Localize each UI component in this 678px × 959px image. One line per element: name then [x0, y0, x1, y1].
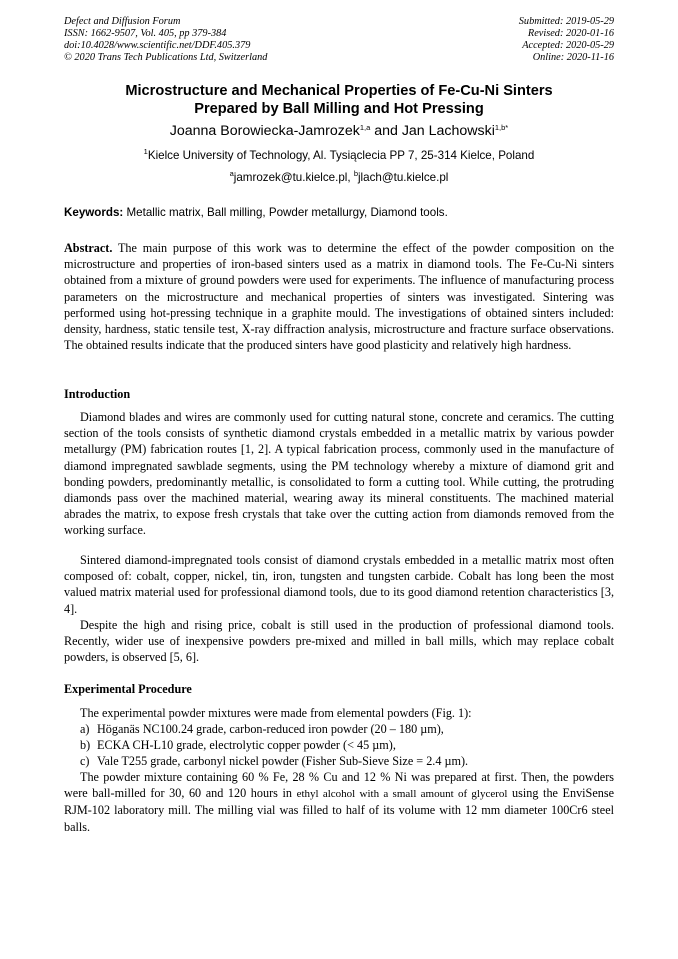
experimental-paragraph-1: The experimental powder mixtures were made from elemental powders (Fig. 1):: [80, 706, 472, 720]
abstract-label: Abstract.: [64, 241, 113, 255]
email-a-sup: a: [229, 169, 234, 178]
journal-info: [64, 16, 267, 64]
list-marker: b): [80, 738, 91, 753]
email-b: jlach@tu.kielce.pl: [357, 171, 449, 184]
list-item-text: Höganäs NC100.24 grade, carbon-reduced iron powder (20 – 180 µm),: [97, 722, 444, 736]
list-item-text: ECKA CH-L10 grade, electrolytic copper powder (< 45 µm),: [97, 738, 396, 753]
exp-p2-start: The powder mixture containing 60 % Fe, 28 % Cu and 12 % Ni was prepared at first. Then, the powders were ball-milled for 30, 60 and 120 hours in: [64, 770, 614, 801]
revised-date: Revised: 2020-01-16: [527, 28, 614, 39]
exp-p2-end: using the EnviSense RJM-102 laboratory mill. The milling vial was filled to half of its volume with 12 mm diameter 100Cr6 steel balls.: [64, 786, 614, 834]
author-1-affil-sup: 1,a: [359, 123, 371, 132]
list-item: [80, 721, 620, 737]
introduction-paragraph-1: Diamond blades and wires are commonly used for cutting natural stone, concrete and ceramics. The cutting section of the tools consists of synthetic diamond crystals embedded in a metallic matrix by various powder metallurgy (PM) fabrication routes [1, 2]. A typical fabrication process, commonly used in the manufacture of diamond impregnated sawblade segments, using the PM technology whereby a mixture of diamond grit and bonding powders, predominantly metallic, is consolidated to form a cutting tool. While cutting, the protruding diamonds pass over the machined material, wearing away its mineral constituents. The machined material abrades the matrix, to expose fresh crystals that take over the cutting action from diamonds removed from the working surface.: [64, 410, 614, 538]
paper-title: [60, 82, 618, 118]
list-item: [80, 753, 620, 769]
exp-p2-small: ethyl alcohol with a small amount of glycerol: [296, 788, 508, 801]
experimental-paragraph-2: [64, 769, 614, 835]
publication-dates: [519, 16, 614, 64]
affiliation: [40, 149, 638, 163]
online-date: Online: 2020-11-16: [532, 52, 614, 63]
email-a: jamrozek@tu.kielce.pl,: [233, 171, 354, 184]
author-emails: [40, 171, 638, 185]
author-list: [40, 123, 638, 140]
abstract-text: The main purpose of this work was to determine the effect of the powder composition on the microstructure and properties of iron-based sinters used as a matrix in diamond tools. The Fe-Cu-Ni sinters obtained from a mixture of ground powders were used for experiments. The influence of manufacturing process parameters on the microstructure and mechanical properties of sinters was investigated. Sintering was performed using hot-pressing technique in a graphite mould. The investigations of obtained sinters included: density, hardness, static tensile test, X-ray diffraction analysis, microstructure and fracture surface observations. The obtained results indicate that the produced sinters have good plasticity and relatively high hardness.: [64, 241, 614, 353]
affiliation-sup: 1: [143, 147, 148, 156]
accepted-date: Accepted: 2020-05-29: [522, 40, 614, 51]
author-1: Joanna Borowiecka-Jamrozek: [169, 123, 360, 139]
introduction-paragraph-2: Sintered diamond-impregnated tools consist of diamond crystals embedded in a metallic matrix most often composed of: cobalt, copper, nickel, tin, iron, tungsten and tungsten carbide. Cobalt has long been the most valued matrix material used for professional diamond tools, due to its good diamond retention characteristics [3, 4].: [64, 553, 614, 616]
author-2: Jan Lachowski: [401, 123, 495, 139]
list-item-text: Vale T255 grade, carbonyl nickel powder (Fisher Sub-Sieve Size = 2.4 µm).: [97, 754, 469, 769]
title-line-2: Prepared by Ball Milling and Hot Pressing: [194, 101, 484, 117]
keywords-label: Keywords:: [64, 206, 124, 219]
experimental-heading: Experimental Procedure: [64, 682, 192, 696]
journal-doi: doi:10.4028/www.scientific.net/DDF.405.379: [64, 40, 251, 51]
affiliation-text: Kielce University of Technology, Al. Tysiąclecia PP 7, 25-314 Kielce, Poland: [147, 149, 535, 162]
keywords: [64, 206, 616, 220]
introduction-heading: Introduction: [64, 387, 131, 401]
list-marker: c): [80, 754, 90, 769]
email-b-sup: b: [353, 169, 358, 178]
powder-list: [80, 721, 620, 770]
list-item: [80, 737, 620, 753]
journal-copyright: © 2020 Trans Tech Publications Ltd, Switzerland: [64, 52, 268, 63]
author-conjunction: and: [370, 123, 402, 139]
title-line-1: Microstructure and Mechanical Properties of Fe-Cu-Ni Sinters: [125, 83, 553, 99]
author-2-affil-sup: 1,b*: [494, 123, 509, 132]
journal-name: Defect and Diffusion Forum: [64, 16, 181, 27]
abstract: [64, 240, 614, 353]
keywords-text: Metallic matrix, Ball milling, Powder metallurgy, Diamond tools.: [123, 206, 448, 219]
introduction-paragraph-3: Despite the high and rising price, cobalt is still used in the production of professional diamond tools. Recently, wider use of inexpensive powders pre-mixed and milled in ball mills, which may replace cobalt powders, is observed [5, 6].: [64, 618, 614, 665]
submitted-date: Submitted: 2019-05-29: [518, 16, 614, 27]
journal-issn: ISSN: 1662-9507, Vol. 405, pp 379-384: [64, 28, 227, 39]
list-marker: a): [80, 722, 90, 736]
